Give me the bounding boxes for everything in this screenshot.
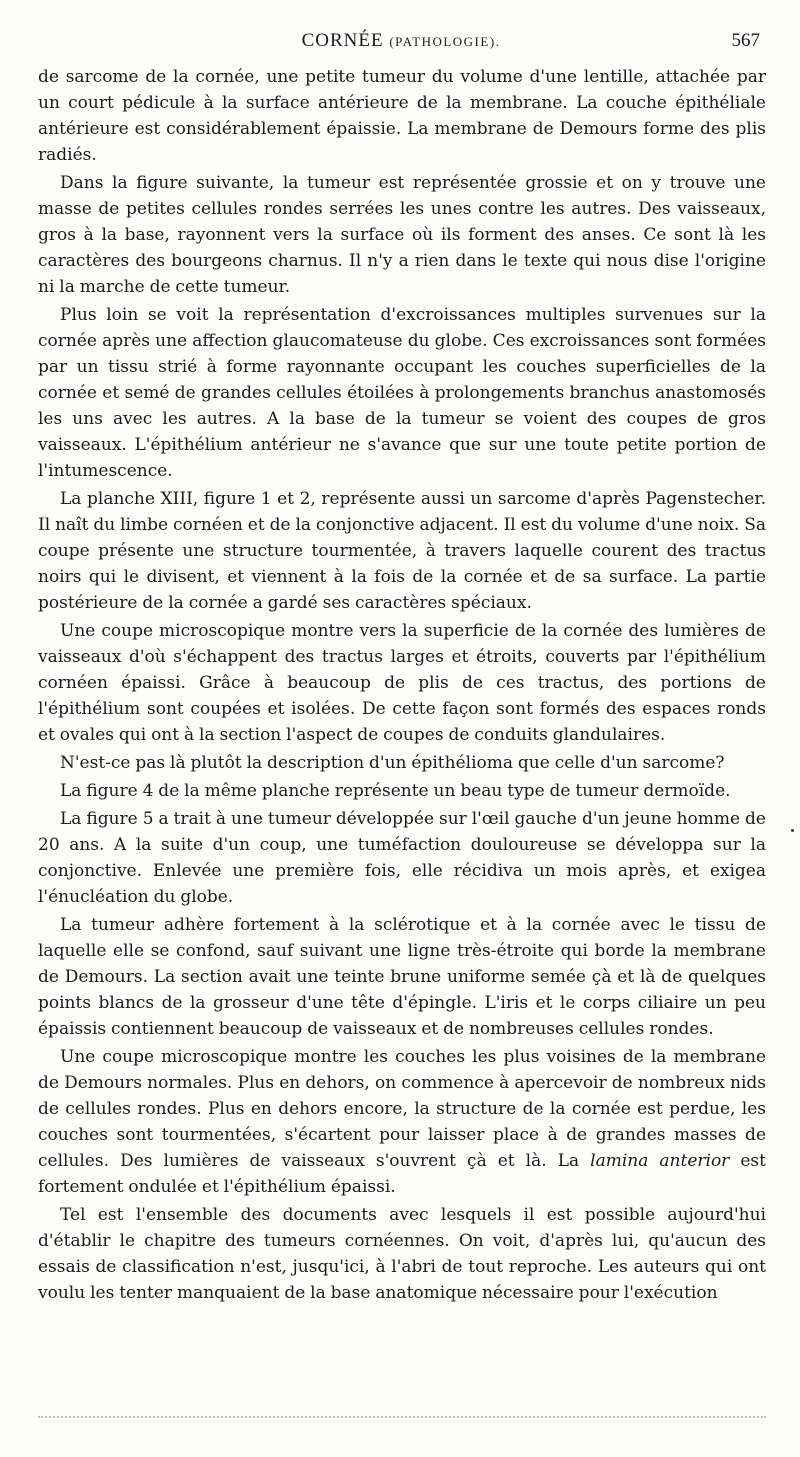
paragraph: La planche XIII, figure 1 et 2, représente aussi un sarcome d'après Pagenstecher. Il naît du limbe cornéen et de la conjonctive adjacent. Il est du volume d'une noix. Sa coupe présente une structure tourmentée, à travers laquelle courent des tractus noirs qui le divisent, et viennent à la fois de la cornée et de sa surface. La partie postérieure de la cornée a gardé ses caractères spéciaux. [38, 489, 766, 613]
paragraph: La figure 5 a trait à une tumeur développée sur l'œil gauche d'un jeune homme de 20 ans. A la suite d'un coup, une tuméfaction douloureuse se développa sur la conjonctive. Enlevée une première fois, elle récidiva un mois après, et exigea l'énucléation du globe. [38, 809, 766, 907]
page-number: 567 [731, 30, 760, 51]
paragraph: La figure 4 de la même planche représente un beau type de tumeur dermoïde. [60, 781, 731, 801]
running-title-sub: (PATHOLOGIE). [389, 34, 501, 49]
paragraph [38, 1044, 766, 1200]
running-title-main: CORNÉE [301, 30, 384, 51]
paragraph: N'est-ce pas là plutôt la description d'un épithélioma que celle d'un sarcome? [60, 753, 725, 773]
paragraph: Plus loin se voit la représentation d'excroissances multiples survenues sur la cornée après une affection glaucomateuse du globe. Ces excroissances sont formées par un tissu strié à forme rayonnante occupant les couches superficielles de la cornée et semé de grandes cellules étoilées à prolongements branchus anastomosés les uns avec les autres. A la base de la tumeur se voient des coupes de gros vaisseaux. L'épithélium antérieur ne s'avance que sur une toute petite portion de l'intumescence. [38, 305, 766, 481]
margin-mark [791, 829, 794, 832]
bottom-print-artifact [38, 1416, 766, 1420]
paragraph-text: est fortement ondulée et l'épithélium épaissi. [38, 1151, 766, 1197]
paragraph: La tumeur adhère fortement à la sclérotique et à la cornée avec le tissu de laquelle elle se confond, sauf suivant une ligne très-étroite qui borde la membrane de Demours. La section avait une teinte brune uniforme semée çà et là de quelques points blancs de la grosseur d'une tête d'épingle. L'iris et le corps ciliaire un peu épaissis contiennent beaucoup de vaisseaux et de nombreuses cellules rondes. [38, 915, 766, 1039]
paragraph-text: Une coupe microscopique montre les couches les plus voisines de la membrane de Demours normales. Plus en dehors, on commence à apercevoir de nombreux nids de cellules rondes. Plus en dehors encore, la structure de la cornée est perdue, les couches sont tourmentées, s'écartent pour laisser place à de grandes masses de cellules. Des lumières de vaisseaux s'ouvrent çà et là. La [38, 1047, 766, 1171]
body-text [38, 64, 766, 1306]
paragraph: Tel est l'ensemble des documents avec lesquels il est possible aujourd'hui d'établir le chapitre des tumeurs cornéennes. On voit, d'après lui, qu'aucun des essais de classification n'est, jusqu'ici, à l'abri de tout reproche. Les auteurs qui ont voulu les tenter manquaient de la base anatomique nécessaire pour l'exécution [38, 1205, 766, 1303]
running-title [38, 30, 764, 52]
running-head [38, 30, 764, 60]
paragraph: de sarcome de la cornée, une petite tumeur du volume d'une lentille, attachée par un court pédicule à la surface antérieure de la membrane. La couche épithéliale antérieure est considérablement épaissie. La membrane de Demours forme des plis radiés. [38, 67, 766, 165]
paragraph: Dans la figure suivante, la tumeur est représentée grossie et on y trouve une masse de petites cellules rondes serrées les unes contre les autres. Des vaisseaux, gros à la base, rayonnent vers la surface où ils forment des anses. Ce sont là les caractères des bourgeons charnus. Il n'y a rien dans le texte qui nous dise l'origine ni la marche de cette tumeur. [38, 173, 766, 297]
latin-term: lamina anterior [590, 1151, 730, 1171]
paragraph: Une coupe microscopique montre vers la superficie de la cornée des lumières de vaisseaux d'où s'échappent des tractus larges et étroits, couverts par l'épithélium cornéen épaissi. Grâce à beaucoup de plis de ces tractus, des portions de l'épithélium sont coupées et isolées. De cette façon sont formés des espaces ronds et ovales qui ont à la section l'aspect de coupes de conduits glandulaires. [38, 621, 766, 745]
